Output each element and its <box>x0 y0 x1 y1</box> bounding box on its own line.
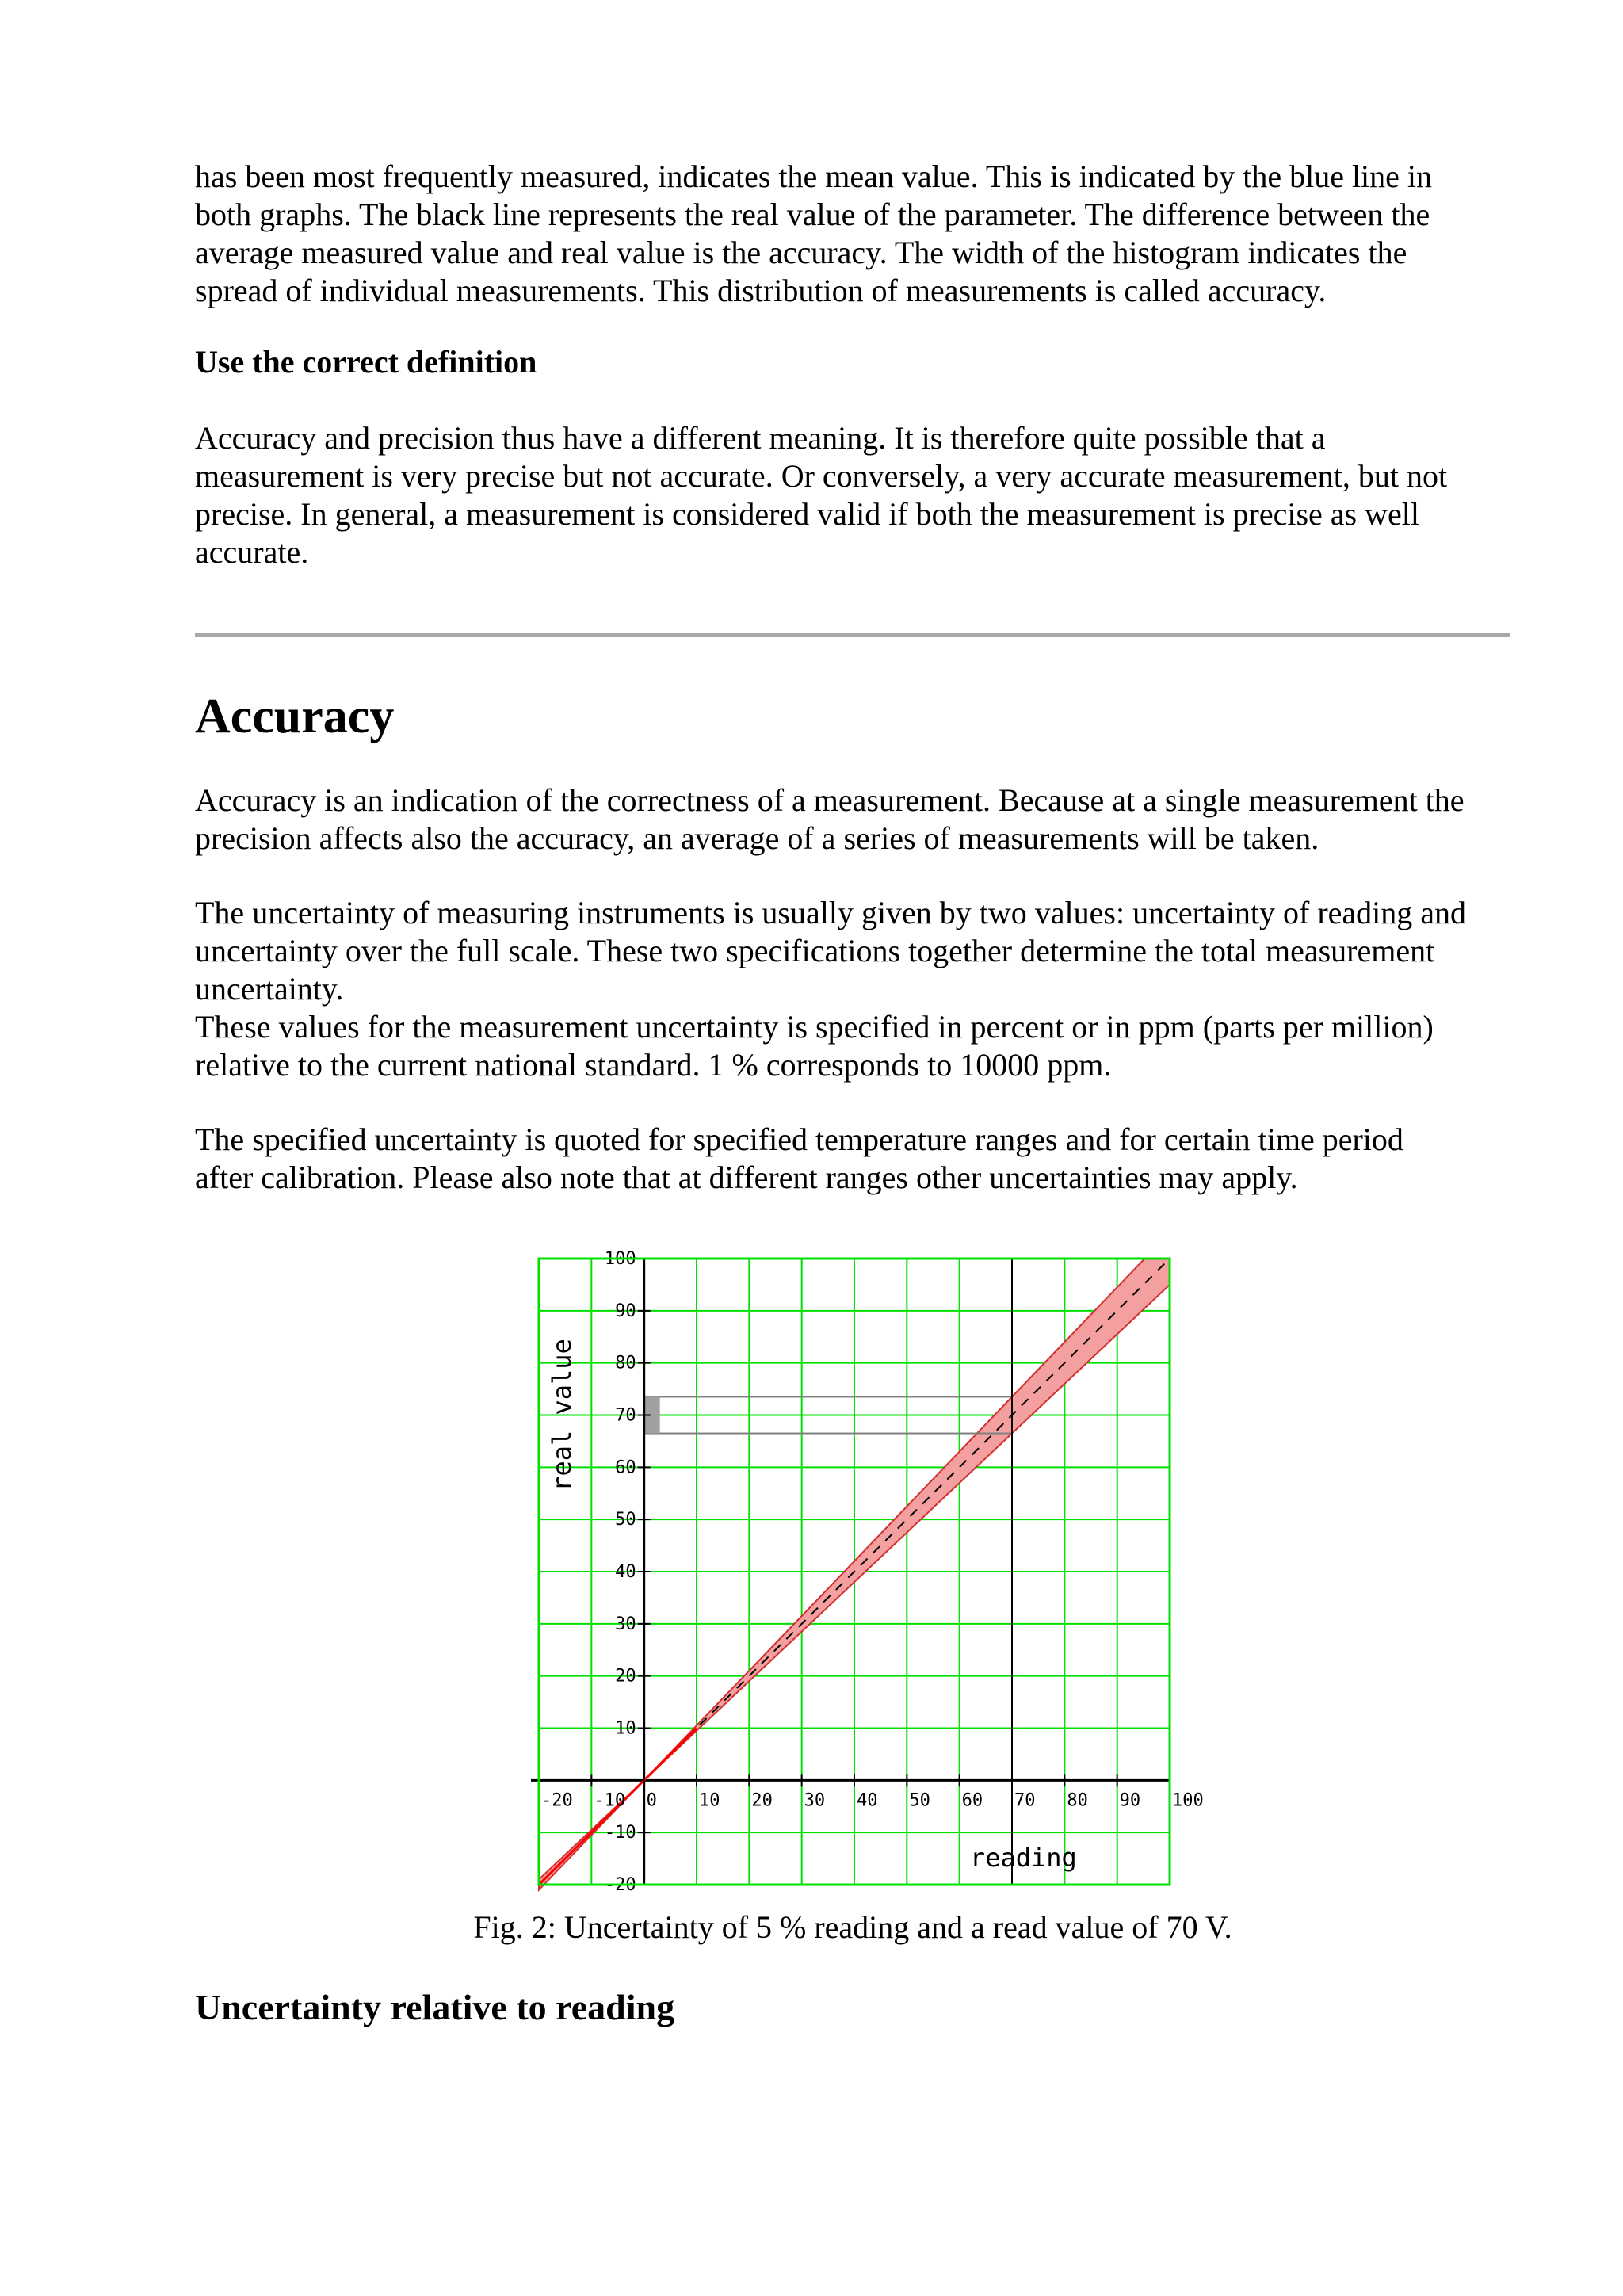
x-tick-label: 90 <box>1119 1790 1141 1811</box>
heading-uncertainty-reading: Uncertainty relative to reading <box>195 1987 675 2027</box>
x-tick-label: 80 <box>1067 1790 1088 1811</box>
y-tick-label: 30 <box>615 1614 636 1634</box>
x-tick-label: 60 <box>961 1790 983 1811</box>
y-tick-label: 100 <box>604 1249 636 1269</box>
definition-paragraph: Accuracy and precision thus have a different meaning. It is therefore quite possible that a measurement is very precise but not accurate. Or conversely, a very accurate measurement, but not precise. In general, a measurement is considered valid if both the measurement is precise as well accurate. <box>195 420 1448 570</box>
x-tick-label: 10 <box>699 1790 720 1811</box>
x-tick-label: -10 <box>594 1790 626 1811</box>
intro-paragraph: has been most frequently measured, indicates the mean value. This is indicated by the blue line in both graphs. The black line represents the real value of the parameter. The difference between the average measured value and real value is the accuracy. The width of the histogram indicates the spread of individual measurements. This distribution of measurements is called accuracy. <box>195 159 1433 308</box>
y-tick-label: 40 <box>615 1562 636 1582</box>
y-axis-label: real value <box>546 1339 577 1492</box>
uncertainty-paragraph: The uncertainty of measuring instruments is usually given by two values: uncertainty of reading and uncertainty over the full scale. These two specifications together determine the total measurement uncertainty. These values for the measurement uncertainty is specified in percent or in ppm (parts per million) relative to the current national standard. 1 % corresponds to 10000 ppm. <box>195 895 1467 1083</box>
temperature-paragraph: The specified uncertainty is quoted for specified temperature ranges and for certain time period after calibration. Please also note that at different ranges other uncertainties may apply. <box>195 1121 1403 1195</box>
x-axis-label: reading <box>969 1843 1077 1874</box>
y-tick-label: 10 <box>615 1718 636 1739</box>
x-tick-label: 20 <box>751 1790 773 1811</box>
y-tick-label: -10 <box>604 1823 636 1843</box>
heading-accuracy: Accuracy <box>195 690 395 743</box>
y-tick-label: 50 <box>615 1510 636 1530</box>
section-divider <box>195 633 1510 637</box>
accuracy-paragraph: Accuracy is an indication of the correctness of a measurement. Because at a single measurement the precision affects also the accuracy, an average of a series of measurements will be taken. <box>195 782 1465 856</box>
uncertainty-chart <box>507 1244 1204 1895</box>
y-tick-label: -20 <box>604 1875 636 1895</box>
y-tick-label: 70 <box>615 1405 636 1426</box>
y-tick-label: 60 <box>615 1457 636 1478</box>
x-tick-label: 100 <box>1172 1790 1204 1811</box>
x-tick-label: 70 <box>1014 1790 1036 1811</box>
x-tick-label: 0 <box>646 1790 657 1811</box>
x-tick-label: 50 <box>909 1790 930 1811</box>
x-tick-label: -20 <box>541 1790 573 1811</box>
y-tick-label: 80 <box>615 1353 636 1373</box>
x-tick-label: 30 <box>804 1790 826 1811</box>
x-tick-label: 40 <box>857 1790 878 1811</box>
y-tick-label: 20 <box>615 1666 636 1687</box>
y-tick-label: 90 <box>615 1301 636 1321</box>
heading-correct-definition: Use the correct definition <box>195 344 537 380</box>
figure-caption: Fig. 2: Uncertainty of 5 % reading and a read value of 70 V. <box>473 1909 1232 1945</box>
